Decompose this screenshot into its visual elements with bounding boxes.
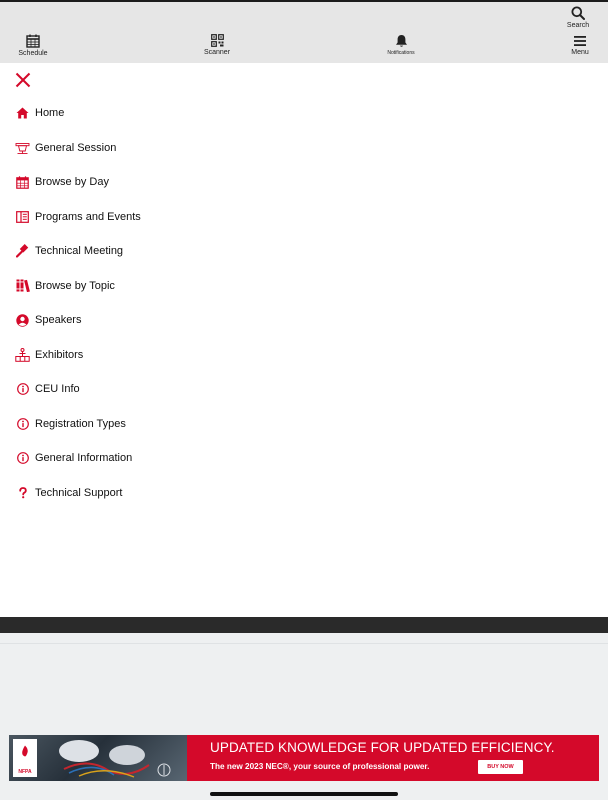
info-icon [15, 416, 30, 431]
close-icon [13, 70, 33, 90]
menu-item-label: General Session [35, 141, 117, 154]
top-nav-bar [0, 2, 608, 63]
close-menu-button[interactable] [13, 70, 33, 90]
user-circle-icon [15, 313, 30, 328]
scanner-button[interactable] [202, 34, 232, 56]
menu-item-label: Technical Meeting [35, 245, 124, 258]
calendar-icon [26, 34, 40, 48]
books-icon [15, 278, 30, 293]
menu-button[interactable] [567, 35, 593, 56]
scanner-label: Scanner [203, 49, 231, 56]
book-open-icon [15, 209, 30, 224]
menu-item-general-information[interactable] [0, 441, 608, 476]
menu-bottom-bar [0, 617, 608, 633]
ad-area [0, 734, 608, 800]
menu-item-label: General Information [35, 452, 133, 465]
content-background [0, 633, 608, 734]
menu-item-ceu-info[interactable] [0, 372, 608, 407]
question-icon [15, 485, 30, 500]
nfpa-logo-text: NFPA [18, 769, 32, 775]
notifications-button[interactable] [384, 34, 418, 56]
menu-item-label: Browse by Day [35, 176, 109, 189]
side-menu [0, 96, 608, 510]
schedule-button[interactable] [17, 34, 49, 57]
info-icon [15, 382, 30, 397]
calendar-icon [15, 175, 30, 190]
menu-item-label: Programs and Events [35, 210, 141, 223]
menu-item-label: Home [35, 107, 65, 120]
search-button[interactable] [565, 6, 591, 29]
menu-item-label: Browse by Topic [35, 279, 115, 292]
menu-item-registration-types[interactable] [0, 407, 608, 442]
podium-icon [15, 140, 30, 155]
menu-item-home[interactable] [0, 96, 608, 131]
ad-subline: The new 2023 NEC®, your source of professional power. [210, 762, 430, 771]
qr-code-icon [211, 34, 224, 47]
ad-banner[interactable] [9, 735, 599, 781]
home-icon [15, 106, 30, 121]
gavel-icon [15, 244, 30, 259]
menu-item-browse-by-topic[interactable] [0, 269, 608, 304]
info-icon [15, 451, 30, 466]
menu-item-technical-meeting[interactable] [0, 234, 608, 269]
menu-item-technical-support[interactable] [0, 476, 608, 511]
search-icon [571, 6, 585, 20]
home-indicator[interactable] [210, 792, 398, 796]
schedule-label: Schedule [18, 50, 48, 57]
menu-item-label: Technical Support [35, 486, 123, 499]
divider [0, 643, 608, 644]
menu-item-browse-by-day[interactable] [0, 165, 608, 200]
menu-item-programs-and-events[interactable] [0, 200, 608, 235]
hamburger-icon [573, 35, 587, 47]
menu-item-exhibitors[interactable] [0, 338, 608, 373]
menu-label: Menu [571, 49, 589, 56]
flame-icon [19, 745, 31, 757]
buy-now-button[interactable]: BUY NOW [478, 760, 523, 774]
notifications-label: Notifications [387, 50, 415, 56]
menu-item-label: Speakers [35, 314, 82, 327]
ad-headline: UPDATED KNOWLEDGE FOR UPDATED EFFICIENCY. [210, 740, 555, 755]
menu-item-label: CEU Info [35, 383, 80, 396]
presenter-icon [15, 347, 30, 362]
menu-item-label: Exhibitors [35, 348, 84, 361]
nfpa-logo [13, 739, 37, 777]
search-label: Search [566, 22, 590, 29]
menu-item-label: Registration Types [35, 417, 126, 430]
bell-icon [395, 34, 408, 48]
menu-item-speakers[interactable] [0, 303, 608, 338]
menu-item-general-session[interactable] [0, 131, 608, 166]
